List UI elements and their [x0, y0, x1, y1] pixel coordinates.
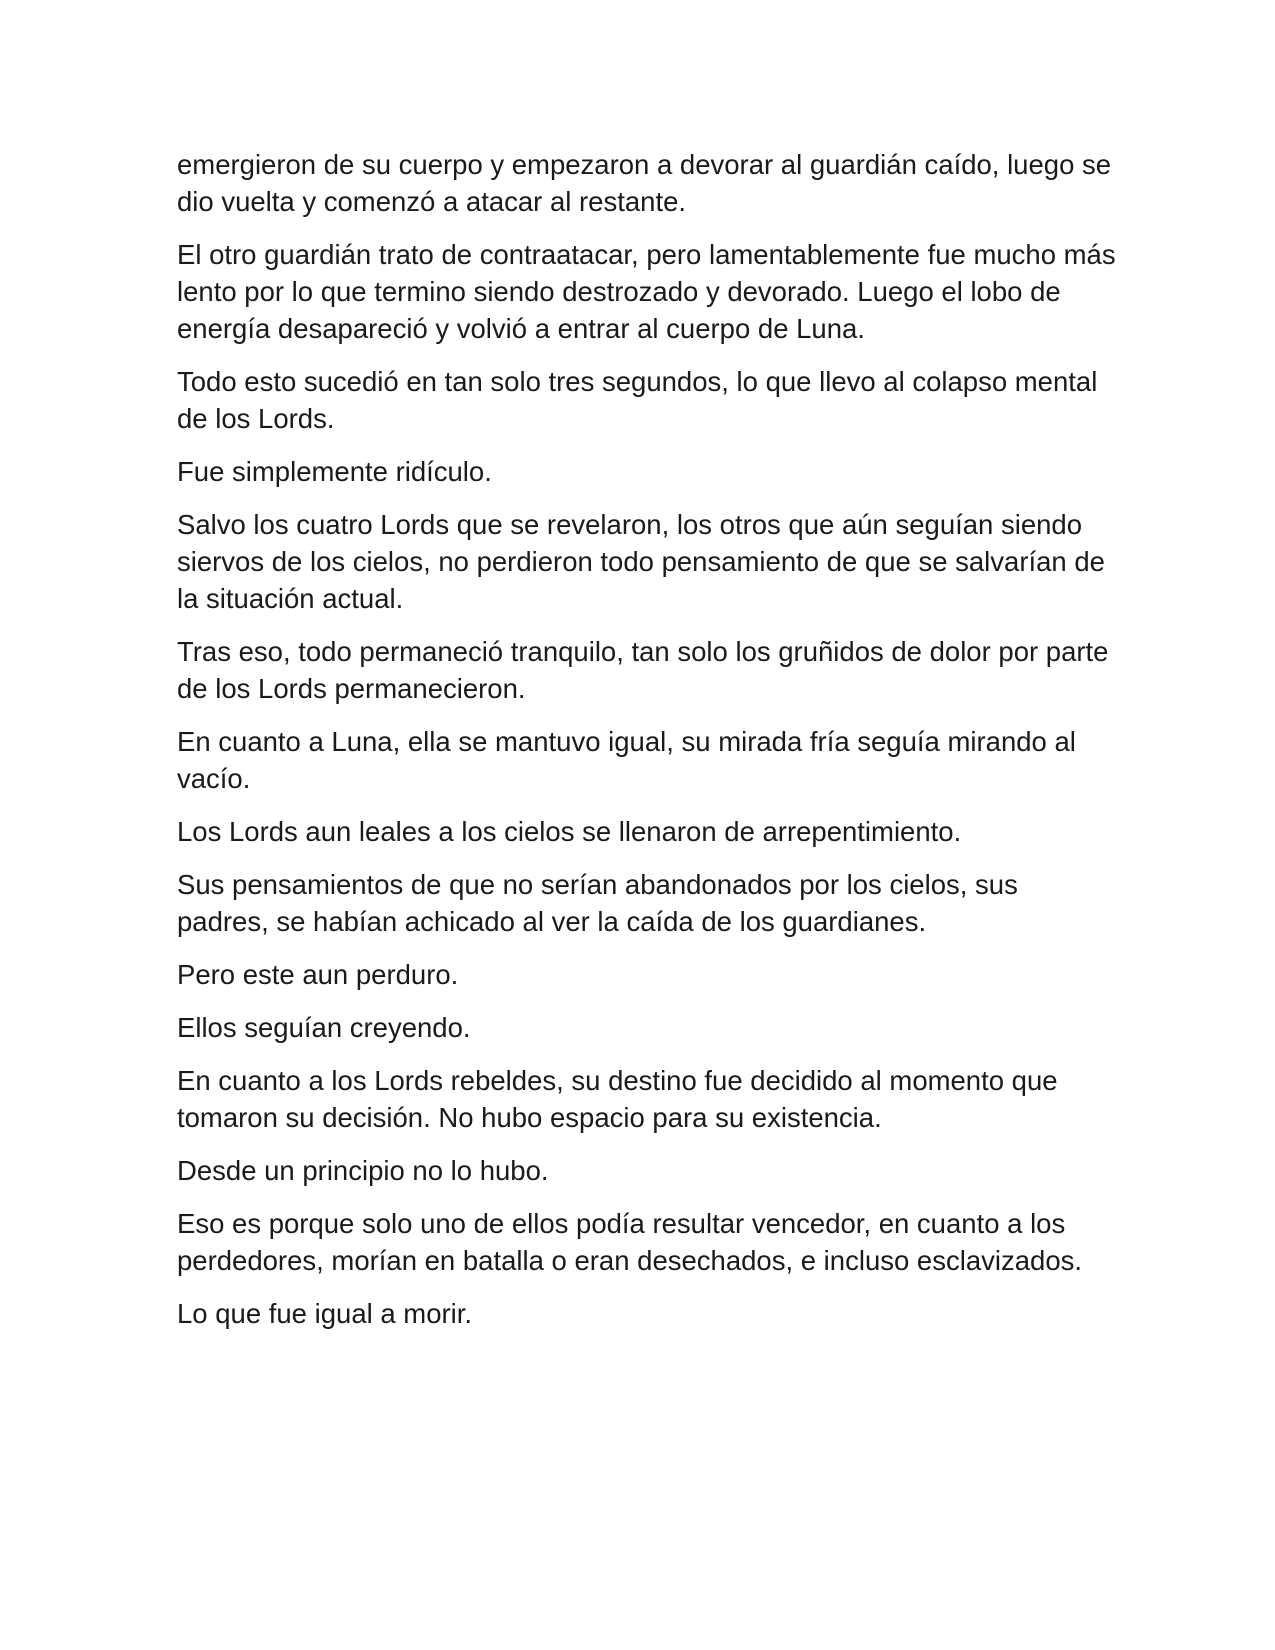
paragraph: En cuanto a Luna, ella se mantuvo igual, su mirada fría seguía mirando al vacío. — [177, 726, 1076, 794]
paragraph: emergieron de su cuerpo y empezaron a devorar al guardián caído, luego se dio vuelta y comenzó a atacar al restante. — [177, 149, 1112, 217]
paragraph: Fue simplemente ridículo. — [177, 456, 492, 487]
paragraph: Desde un principio no lo hubo. — [177, 1155, 549, 1186]
paragraph: El otro guardián trato de contraatacar, pero lamentablemente fue mucho más lento por lo que termino siendo destrozado y devorado. Luego el lobo de energía desapareció y volvió a entrar al cuerpo de Luna. — [177, 239, 1116, 344]
paragraph: Todo esto sucedió en tan solo tres segundos, lo que llevo al colapso mental de los Lords. — [177, 366, 1098, 434]
paragraph: Lo que fue igual a morir. — [177, 1298, 473, 1329]
body-text — [177, 146, 1117, 1348]
paragraph: Ellos seguían creyendo. — [177, 1012, 471, 1043]
paragraph: Eso es porque solo uno de ellos podía resultar vencedor, en cuanto a los perdedores, morían en batalla o eran desechados, e incluso esclavizados. — [177, 1208, 1083, 1276]
paragraph: Salvo los cuatro Lords que se revelaron, los otros que aún seguían siendo siervos de los cielos, no perdieron todo pensamiento de que se salvarían de la situación actual. — [177, 509, 1105, 614]
paragraph: Tras eso, todo permaneció tranquilo, tan solo los gruñidos de dolor por parte de los Lords permanecieron. — [177, 636, 1109, 704]
paragraph: Sus pensamientos de que no serían abandonados por los cielos, sus padres, se habían achicado al ver la caída de los guardianes. — [177, 869, 1018, 937]
paragraph: Pero este aun perduro. — [177, 959, 459, 990]
paragraph: Los Lords aun leales a los cielos se llenaron de arrepentimiento. — [177, 816, 962, 847]
paragraph: En cuanto a los Lords rebeldes, su destino fue decidido al momento que tomaron su decisión. No hubo espacio para su existencia. — [177, 1065, 1058, 1133]
